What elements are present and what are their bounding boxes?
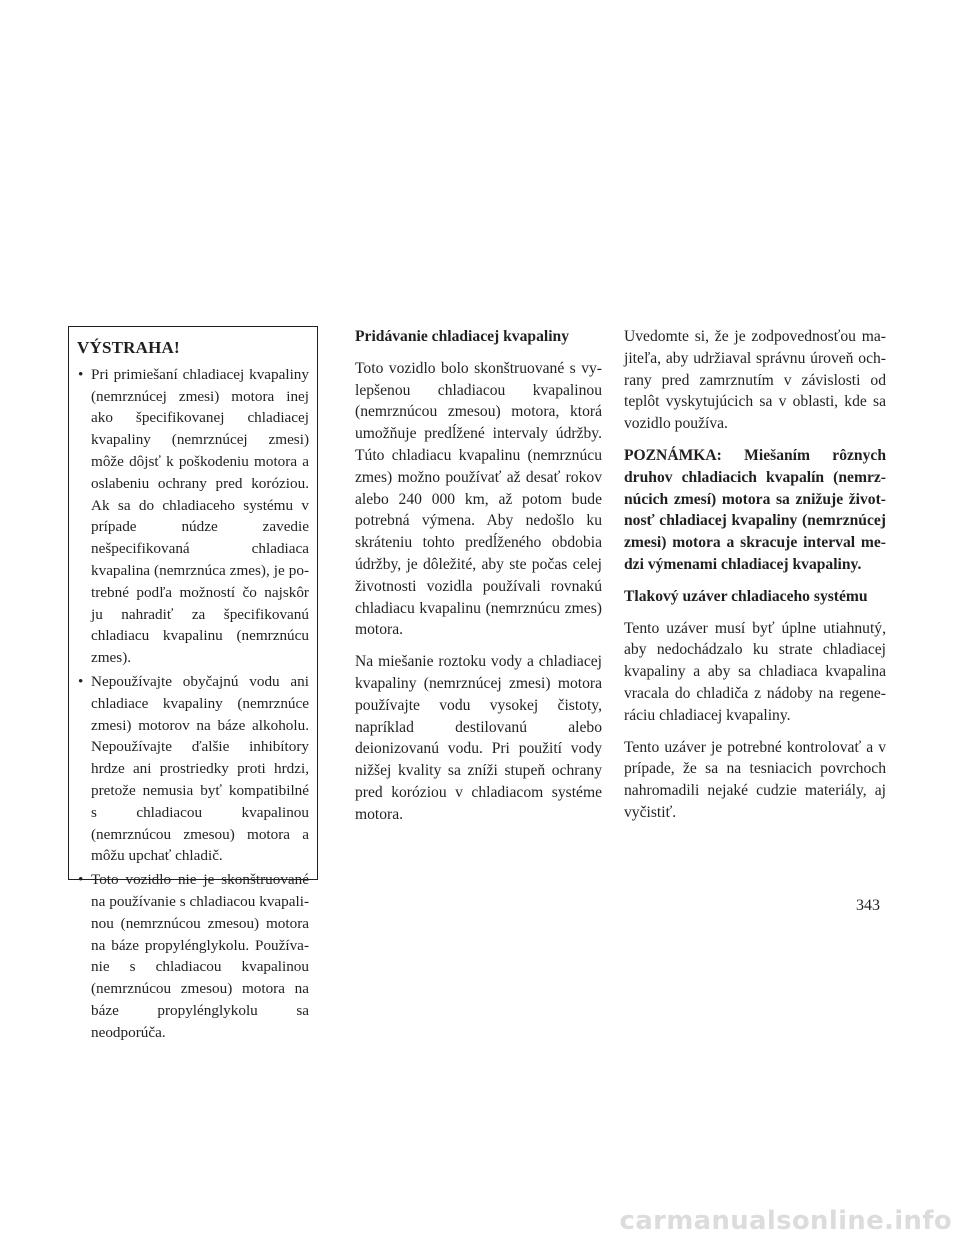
paragraph: Toto vozidlo bolo skonštruované s vylepšenou chladiacou kvapalinou (nemrznúcou zmesou) motora, ktorá umožňuje predĺžené intervaly údržby. Túto chladiacu kvapalinu (nemrznúcu zmes) možno používať až desať rokov alebo 240 000 km, až potom bude potrebná výmena. Aby nedošlo ku skráteniu tohto predĺženého obdobia údržby, je dôležité, aby ste počas celej životnosti vozidla používali rovnakú chladiacu kvapalinu (nemrznúcu zmes) motora. (355, 359, 602, 639)
bullet-icon: • (78, 672, 84, 690)
warning-item-text: Toto vozidlo nie je skonštruované na používanie s chladiacou kvapalinou (nemrznúcou zmesou) motora na báze propylénglykolu. Používanie s chladiacou kvapalinou (nemrznúcou zmesou) motora na báze propylénglykolu sa neodporúča. (91, 871, 309, 1041)
middle-column (355, 326, 602, 836)
bullet-icon: • (78, 871, 84, 889)
page-number: 343 (856, 897, 880, 914)
bullet-icon: • (78, 365, 84, 383)
section-heading-coolant-adding: Pridávanie chladiacej kvapaliny (355, 328, 569, 345)
warning-item-text: Pri primiešaní chladiacej kvapaliny (nemrznúcej zmesi) motora inej ako špecifikovanej chladiacej kvapaliny (nemrznúcej zmesi) môže dôjsť k poškodeniu motora a oslabeniu ochrany pred koróziou. Ak sa do chladiaceho systému v prípade núdze zavedie nešpecifikovaná chladiaca kvapalina (nemrznúca zmes), je potrebné podľa možností čo najskôr ju nahradiť za špecifikovanú chladiacu kvapalinu (nemrznúcu zmes). (91, 365, 309, 667)
section-heading-pressure-cap: Tlakový uzáver chladiaceho systému (624, 587, 868, 605)
paragraph: Tento uzáver je potrebné kontrolovať a v prípade, že sa na tesniacich povrchoch nahromadili nejaké cudzie materiály, aj vyčistiť. (624, 738, 886, 821)
warning-list (77, 364, 309, 1044)
paragraph: Tento uzáver musí byť úplne utiahnutý, aby nedochádzalo ku strate chladiacej kvapaliny a aby sa chladiaca kvapalina vracala do chladiča z nádoby na regeneráciu chladiacej kvapaliny. (624, 619, 886, 724)
right-column (624, 326, 886, 834)
paragraph: Na miešanie roztoku vody a chladiacej kvapaliny (nemrznúcej zmesi) motora používajte vodu vysokej čistoty, napríklad destilovanú alebo deionizovanú vodu. Pri použití vody nižšej kvality sa zníži stupeň ochrany pred koróziou v chladiacom systéme motora. (355, 653, 602, 823)
warning-item (77, 671, 309, 867)
watermark: carmanualsonline.info (619, 1206, 952, 1236)
warning-box (68, 326, 318, 1041)
warning-item (77, 869, 309, 1043)
warning-item-text: Nepoužívajte obyčajnú vodu ani chladiace kvapaliny (nemrznúce zmesi) motorov na báze alkoholu. Nepoužívajte ďalšie inhibítory hrdze ani prostriedky proti hrdzi, pretože nemusia byť kompatibilné s chladiacou kvapalinou (nemrznúcou zmesou) motora a môžu upchať chladič. (91, 672, 309, 865)
note-paragraph: POZNÁMKA: Miešaním rôznych druhov chladiacich kvapalín (nemrznúcich zmesí) motora sa znižuje životnosť chladiacej kvapaliny (nemrznúcej zmesi) motora a skracuje interval medzi výmenami chladiacej kvapaliny. (624, 446, 886, 573)
warning-item (77, 364, 309, 669)
warning-title: VÝSTRAHA! (77, 338, 180, 357)
paragraph: Uvedomte si, že je zodpovednosťou majiteľa, aby udržiaval správnu úroveň ochrany pred zamrznutím v závislosti od teplôt vyskytujúcich sa v oblasti, kde sa vozidlo používa. (624, 328, 886, 433)
